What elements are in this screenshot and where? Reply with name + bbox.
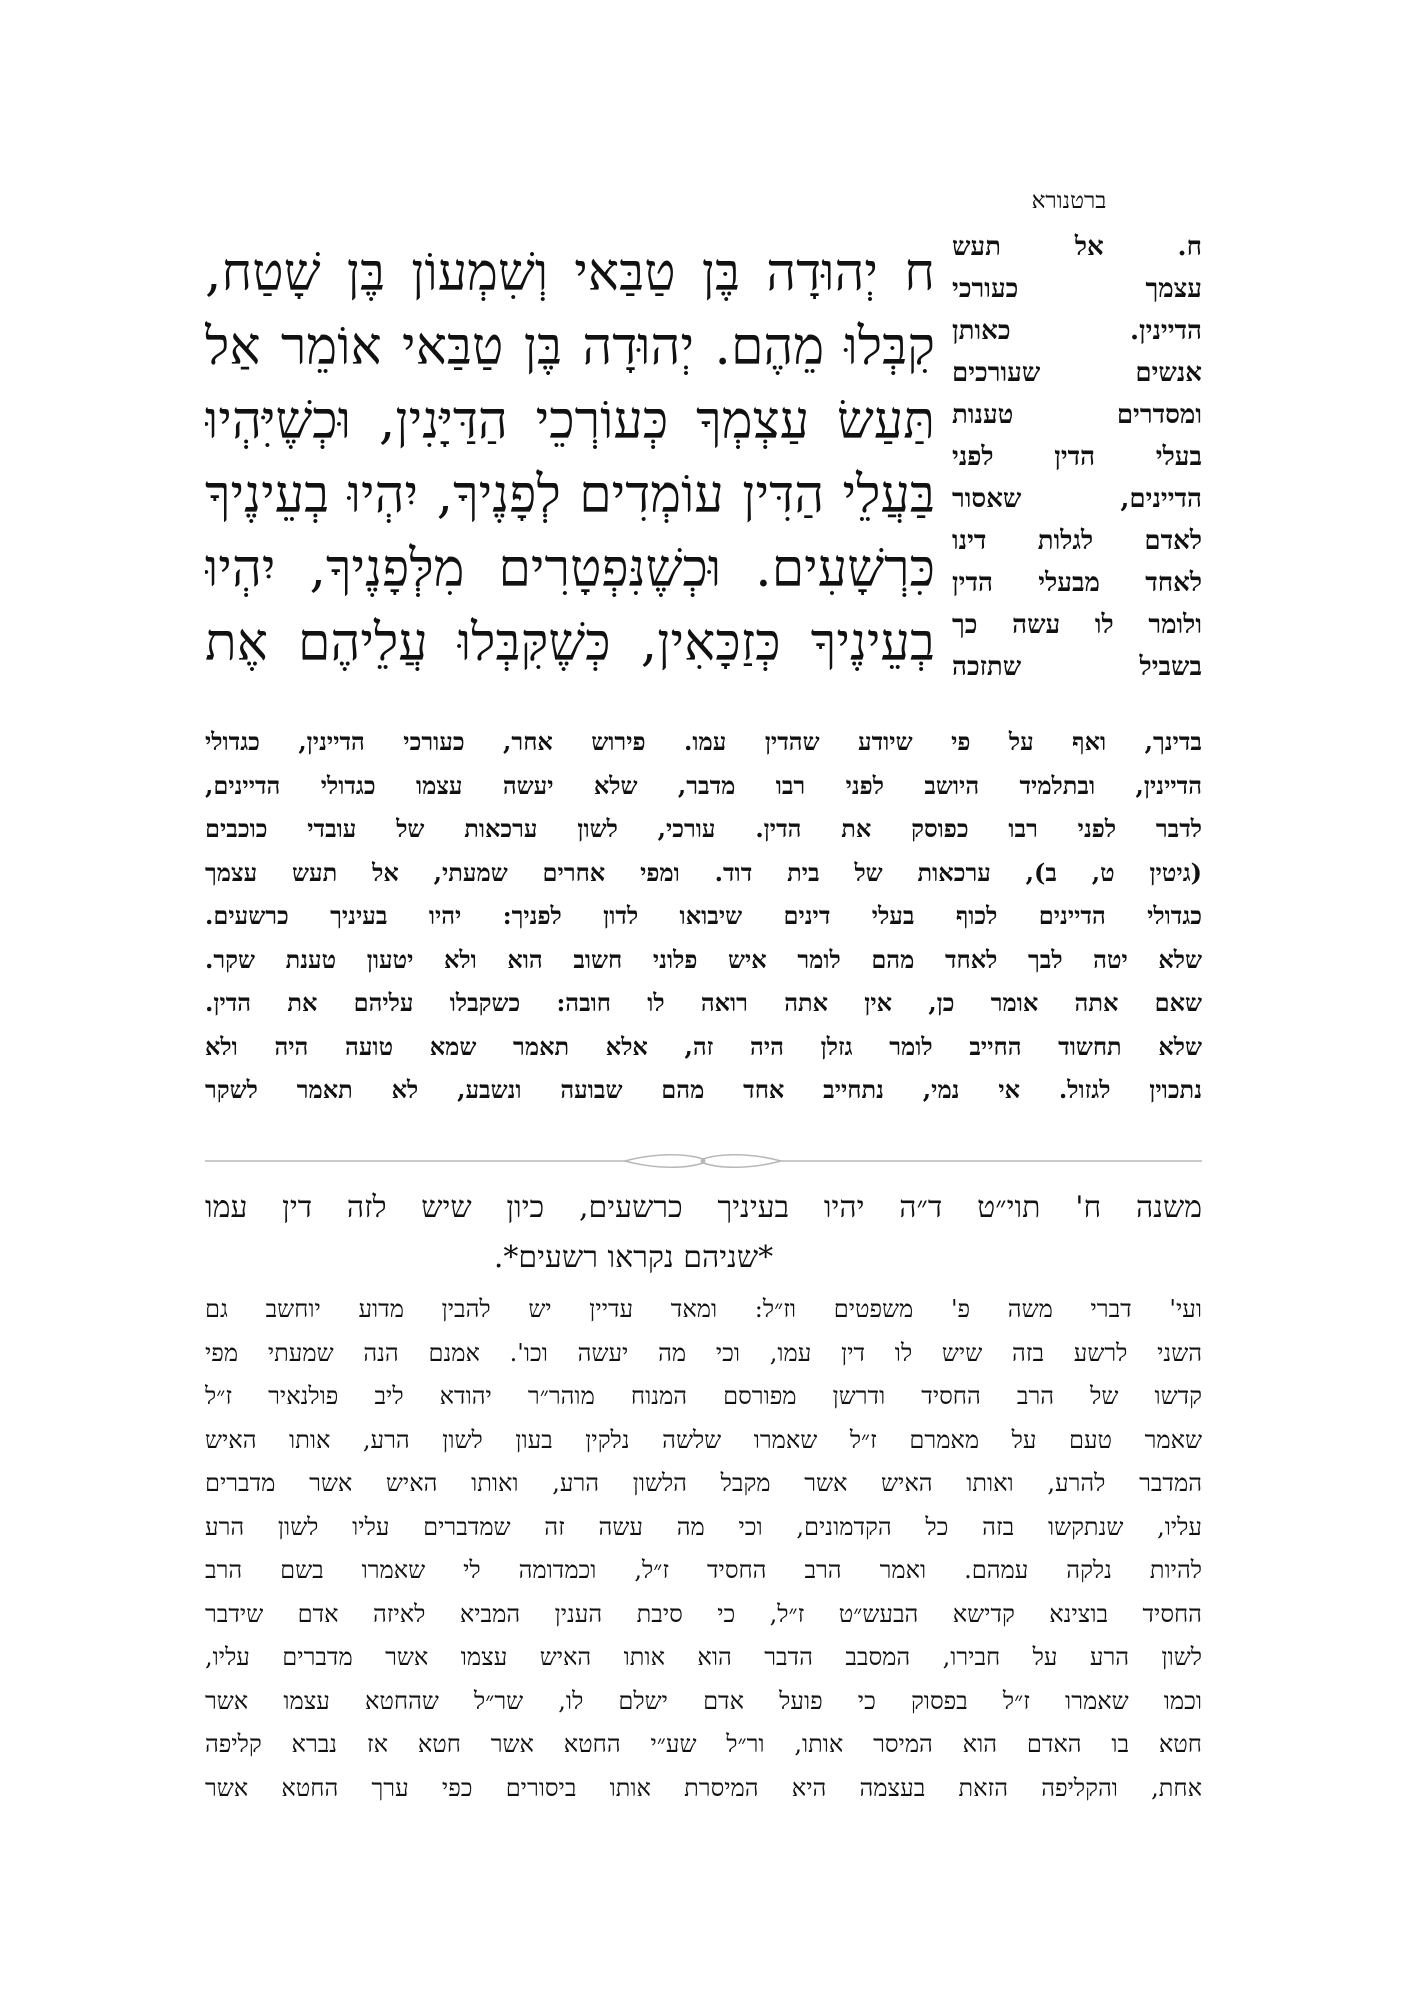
bartenura-continuation [205, 720, 1202, 1112]
bartenura-line: הדיינין. כאותן [952, 316, 1202, 346]
bartenura-cont-line: (גיטין ט, ב), ערכאות של בית דוד. ומפי אחרים שמעתי, אל תעש עצמך [205, 857, 1202, 887]
note-line: לשון הרע על חבירו, המסבב הדבר הוא אותו האיש עצמו אשר מדברים עליו, [205, 1643, 1202, 1671]
mishnah-line: בַּעֲלֵי הַדִּין עוֹמְדִים לְפָנֶיךָ, יִהְיוּ בְעֵינֶיךָ [205, 465, 935, 525]
ornamental-divider [205, 1151, 1202, 1171]
bartenura-line: לאחד מבעלי הדין [952, 568, 1202, 598]
bartenura-line: הדיינים, שאסור [952, 484, 1202, 514]
note-line: המדבר להרע, ואותו האיש אשר מקבל הלשון הרע, ואותו האיש אשר מדברים [205, 1469, 1202, 1497]
bartenura-line: עצמך כעורכי [952, 274, 1202, 304]
bartenura-title: ברטנורא [1031, 188, 1107, 214]
bartenura-line: ולומר לו עשה כך [952, 610, 1202, 640]
note-line: השני לרשע בזה שיש לו דין עמו, וכי מה יעשה וכו'. אמנם הנה שמעתי מפי [205, 1338, 1202, 1367]
bartenura-line: לאדם לגלות דינו [952, 526, 1202, 556]
note-line: קדשו של הרב החסיד ודרשן מפורסם המנוח מוהר״ר יהודא ליב פולנאיר ז״ל [205, 1382, 1202, 1410]
bartenura-line: ומסדרים טענות [952, 400, 1202, 430]
note-heading-line: משנה ח' תוי״ט ד״ה יהיו בעיניך כרשעים, כיון שיש לזה דין עמו [205, 1190, 1202, 1225]
bartenura-cont-line: שלא יטה לבך לאחד מהם לומר איש פלוני חשוב הוא ולא יטעון טענת שקר. [205, 944, 1202, 974]
note-line: אחת, והקליפה הזאת בעצמה היא המיסרת אותו ביסורים כפי ערך החטא אשר [205, 1773, 1202, 1802]
bartenura-cont-line: בדינך, ואף על פי שיודע שהדין עמו. פירוש אחר, כעורכי הדיינין, כגדולי [205, 727, 1202, 756]
note-line: שאמר טעם על מאמרם ז״ל שאמרו שלשה נלקין בעון לשון הרע, אותו האיש [205, 1425, 1202, 1454]
bartenura-line: ח. אל תעש [952, 232, 1202, 262]
bartenura-column [952, 226, 1202, 688]
mishnah-line: תַּעַשׂ עַצְמְךָ כְּעוֹרְכֵי הַדַּיָּנִין, וּכְשֶׁיִּהְיוּ [205, 391, 935, 451]
note-line: וכמו שאמרו ז״ל בפסוק כי פועל אדם ישלם לו, שר״ל שהחטא עצמו אשר [205, 1686, 1202, 1715]
bartenura-cont-line: הדיינין, ובתלמיד היושב לפני רבו מדבר, שלא יעשה עצמו כגדולי הדיינים, [205, 770, 1202, 800]
bartenura-cont-line: לדבר לפני רבו כפוסק את הדין. עורכי, לשון ערכאות של עובדי כוכבים [205, 814, 1202, 843]
mishnah-text [205, 236, 935, 680]
bartenura-line: בשביל שתזכה [952, 652, 1202, 682]
note-line: ועי' דברי משה פ' משפטים וז״ל: ומאד עדיין יש להבין מדוע יוחשב גם [205, 1295, 1202, 1323]
bartenura-cont-line: שאם אתה אומר כן, אין אתה רואה לו חובה: כשקבלו עליהם את הדין. [205, 988, 1202, 1017]
bartenura-cont-line: נתכוין לגזול. אי נמי, נתחייב אחד מהם שבועה ונשבע, לא תאמר לשקר [205, 1075, 1202, 1104]
mishnah-line: ח יְהוּדָה בֶּן טַבַּאי וְשִׁמְעוֹן בֶּן שָׁטַח, [205, 243, 935, 303]
note-line: עליו, שנתקשו בזה כל הקדמונים, וכי מה עשה זה שמדברים עליו לשון הרע [205, 1512, 1202, 1541]
note-heading [205, 1183, 1202, 1283]
mishnah-line: קִבְּלוּ מֵהֶם. יְהוּדָה בֶּן טַבַּאי אוֹמֵר אַל [205, 317, 935, 377]
bartenura-cont-line: שלא תחשוד החייב לומר גזלן היה זה, אלא תאמר שמא טועה היה ולא [205, 1031, 1202, 1061]
mishnah-line: בְעֵינֶיךָ כְּזַכָּאִין, כְּשֶׁקִּבְּלוּ עֲלֵיהֶם אֶת [205, 613, 935, 673]
bartenura-line: אנשים שעורכים [952, 358, 1202, 388]
mishnah-line: כִּרְשָׁעִים. וּכְשֶׁנִּפְטָרִים מִלְּפָנֶיךָ, יִהְיוּ [205, 539, 935, 599]
note-line: חטא בו האדם הוא המיסר אותו, ור״ל שע״י החטא אשר חטא אז נברא קליפה [205, 1730, 1202, 1758]
note-body [205, 1288, 1202, 1810]
bartenura-line: בעלי הדין לפני [952, 442, 1202, 472]
bartenura-cont-line: כגדולי הדיינים לכוף בעלי דינים שיבואו לדון לפניך: יהיו בעיניך כרשעים. [205, 901, 1202, 930]
note-line: החסיד בוצינא קדישא הבעש״ט ז״ל, כי סיבת הענין המביא לאיזה אדם שידבר [205, 1599, 1202, 1628]
note-line: להיות נלקה עמהם. ואמר הרב החסיד ז״ל, וכמדומה לי שאמרו בשם הרב [205, 1556, 1202, 1584]
note-heading-line: *שניהם נקראו רשעים*. [493, 1240, 774, 1275]
